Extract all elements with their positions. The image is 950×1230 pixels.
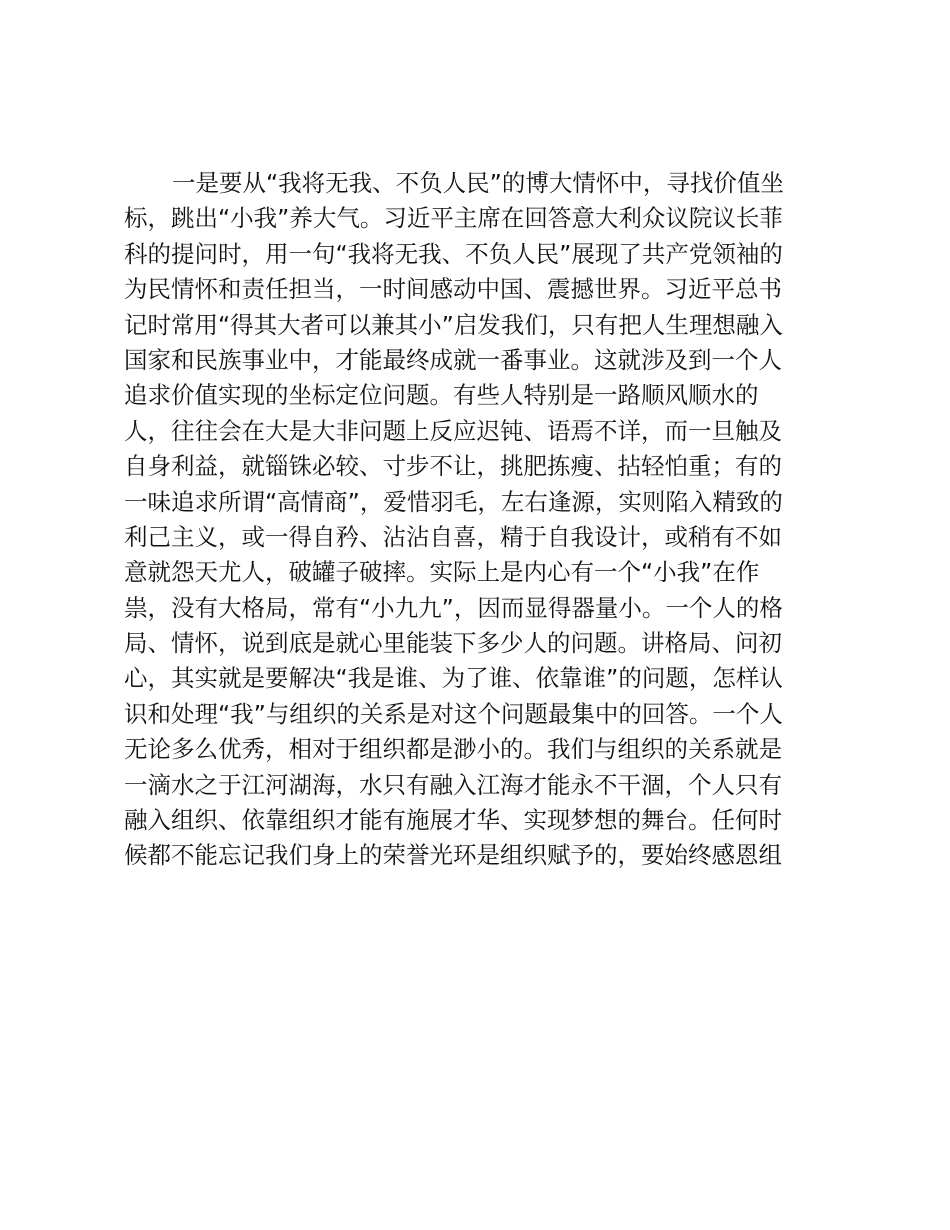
paragraph-line: 识和处理“我”与组织的关系是对这个问题最集中的回答。一个人 bbox=[124, 699, 783, 728]
paragraph-line: 为民情怀和责任担当，一时间感动中国、震撼世界。习近平总书 bbox=[124, 275, 782, 304]
paragraph-line: 人，往往会在大是大非问题上反应迟钝、语焉不详，而一旦触及 bbox=[124, 416, 782, 445]
paragraph-line: 科的提问时，用一句“我将无我、不负人民”展现了共产党领袖的 bbox=[124, 239, 783, 268]
paragraph-line: 记时常用“得其大者可以兼其小”启发我们，只有把人生理想融入 bbox=[124, 310, 783, 339]
paragraph-line: 自身利益，就锱铢必较、寸步不让，挑肥拣瘦、拈轻怕重；有的 bbox=[124, 452, 782, 481]
body-paragraph bbox=[124, 166, 834, 874]
paragraph-line: 祟，没有大格局，常有“小九九”，因而显得器量小。一个人的格 bbox=[124, 593, 783, 622]
paragraph-line: 局、情怀，说到底是就心里能装下多少人的问题。讲格局、问初 bbox=[124, 629, 782, 658]
paragraph-line: 一是要从“我将无我、不负人民”的博大情怀中，寻找价值坐 bbox=[172, 169, 784, 197]
paragraph-line: 无论多么优秀，相对于组织都是渺小的。我们与组织的关系就是 bbox=[124, 735, 782, 764]
paragraph-line: 心，其实就是要解决“我是谁、为了谁、依靠谁”的问题，怎样认 bbox=[124, 664, 783, 693]
paragraph-line: 候都不能忘记我们身上的荣誉光环是组织赋予的，要始终感恩组 bbox=[124, 841, 782, 870]
paragraph-line: 一滴水之于江河湖海，水只有融入江海才能永不干涸，个人只有 bbox=[124, 770, 782, 799]
paragraph-line: 国家和民族事业中，才能最终成就一番事业。这就涉及到一个人 bbox=[124, 345, 782, 374]
paragraph-line: 追求价值实现的坐标定位问题。有些人特别是一路顺风顺水的 bbox=[124, 381, 759, 410]
paragraph-line: 一味追求所谓“高情商”，爱惜羽毛，左右逢源，实则陷入精致的 bbox=[124, 487, 783, 516]
paragraph-line: 利己主义，或一得自矜、沾沾自喜，精于自我设计，或稍有不如 bbox=[124, 522, 782, 551]
paragraph-line: 融入组织、依靠组织才能有施展才华、实现梦想的舞台。任何时 bbox=[124, 806, 782, 835]
paragraph-line: 标，跳出“小我”养大气。习近平主席在回答意大利众议院议长菲 bbox=[124, 204, 783, 233]
paragraph-line: 意就怨天尤人，破罐子破摔。实际上是内心有一个“小我”在作 bbox=[124, 558, 760, 587]
